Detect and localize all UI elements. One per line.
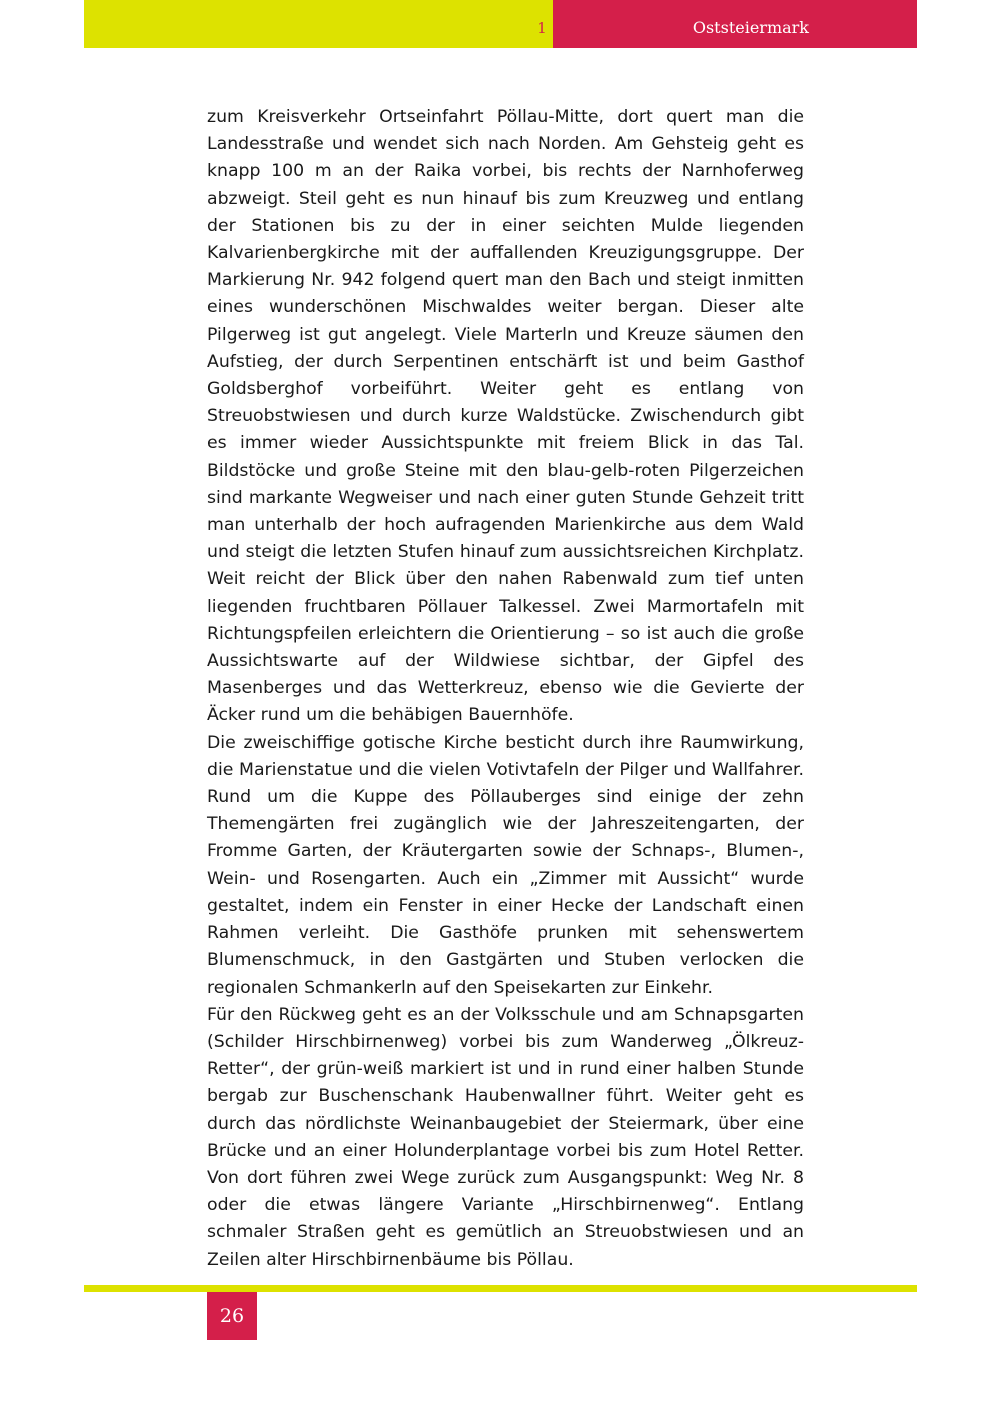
page-header	[84, 0, 917, 48]
header-yellow-band	[84, 0, 553, 48]
region-title: Oststeiermark	[692, 17, 809, 37]
footer-rule	[84, 1285, 917, 1292]
header-red-band	[553, 0, 917, 48]
chapter-number: 1	[537, 19, 547, 37]
paragraph-2: Die zweischiffige gotische Kirche besticht durch ihre Raumwirkung, die Marienstatue und die vielen Votivtafeln der Pilger und Wallfahrer. Rund um die Kuppe des Pöllauberges sind einige der zehn Themengärten frei zugänglich wie der Jahreszeitengarten, der Fromme Garten, der Kräutergarten sowie der Schnaps-, Blumen-, Wein- und Rosengarten. Auch ein „Zimmer mit Aussicht“ wurde gestaltet, indem ein Fenster in einer Hecke der Landschaft einen Rahmen verleiht. Die Gasthöfe prunken mit sehenswertem Blumenschmuck, in den Gastgärten und Stuben verlocken die regionalen Schmankerln auf den Speisekarten zur Einkehr.	[207, 732, 804, 998]
article-body	[207, 104, 804, 1274]
paragraph-3: Für den Rückweg geht es an der Volksschule und am Schnapsgarten (Schilder Hirschbirnenweg) vorbei bis zum Wanderweg „Ölkreuz-Retter“, der grün-weiß markiert ist und in rund einer halben Stunde bergab zur Buschenschank Haubenwallner führt. Weiter geht es durch das nördlichste Weinanbaugebiet der Steiermark, über eine Brücke und an einer Holunderplantage vorbei bis zum Hotel Retter. Von dort führen zwei Wege zurück zum Ausgangspunkt: Weg Nr. 8 oder die etwas längere Variante „Hirschbirnenweg“. Entlang schmaler Straßen geht es gemütlich an Streuobstwiesen und an Zeilen alter Hirschbirnenbäume bis Pöllau.	[207, 1004, 804, 1270]
page-number: 26	[207, 1292, 257, 1340]
paragraph-1: zum Kreisverkehr Ortseinfahrt Pöllau-Mitte, dort quert man die Landesstraße und wendet sich nach Norden. Am Gehsteig geht es knapp 100 m an der Raika vorbei, bis rechts der Narnhoferweg abzweigt. Steil geht es nun hinauf bis zum Kreuzweg und entlang der Stationen bis zu der in einer seichten Mulde liegenden Kalvarienbergkirche mit der auffallenden Kreuzigungsgruppe. Der Markierung Nr. 942 folgend quert man den Bach und steigt inmitten eines wunderschönen Mischwaldes weiter bergan. Dieser alte Pilgerweg ist gut angelegt. Viele Marterln und Kreuze säumen den Aufstieg, der durch Serpentinen entschärft ist und beim Gasthof Goldsberghof vorbeiführt. Weiter geht es entlang von Streuobstwiesen und durch kurze Waldstücke. Zwischendurch gibt es immer wieder Aussichtspunkte mit freiem Blick in das Tal. Bildstöcke und große Steine mit den blau-gelb-roten Pilgerzeichen sind markante Wegweiser und nach einer guten Stunde Gehzeit tritt man unterhalb der hoch aufragenden Marienkirche aus dem Wald und steigt die letzten Stufen hinauf zum aussichtsreichen Kirchplatz. Weit reicht der Blick über den nahen Rabenwald zum tief unten liegenden fruchtbaren Pöllauer Talkessel. Zwei Marmortafeln mit Richtungspfeilen erleichtern die Orientierung – so ist auch die große Aussichtswarte auf der Wildwiese sichtbar, der Gipfel des Masenberges und das Wetterkreuz, ebenso wie die Gevierte der Äcker rund um die behäbigen Bauernhöfe.	[207, 107, 804, 726]
